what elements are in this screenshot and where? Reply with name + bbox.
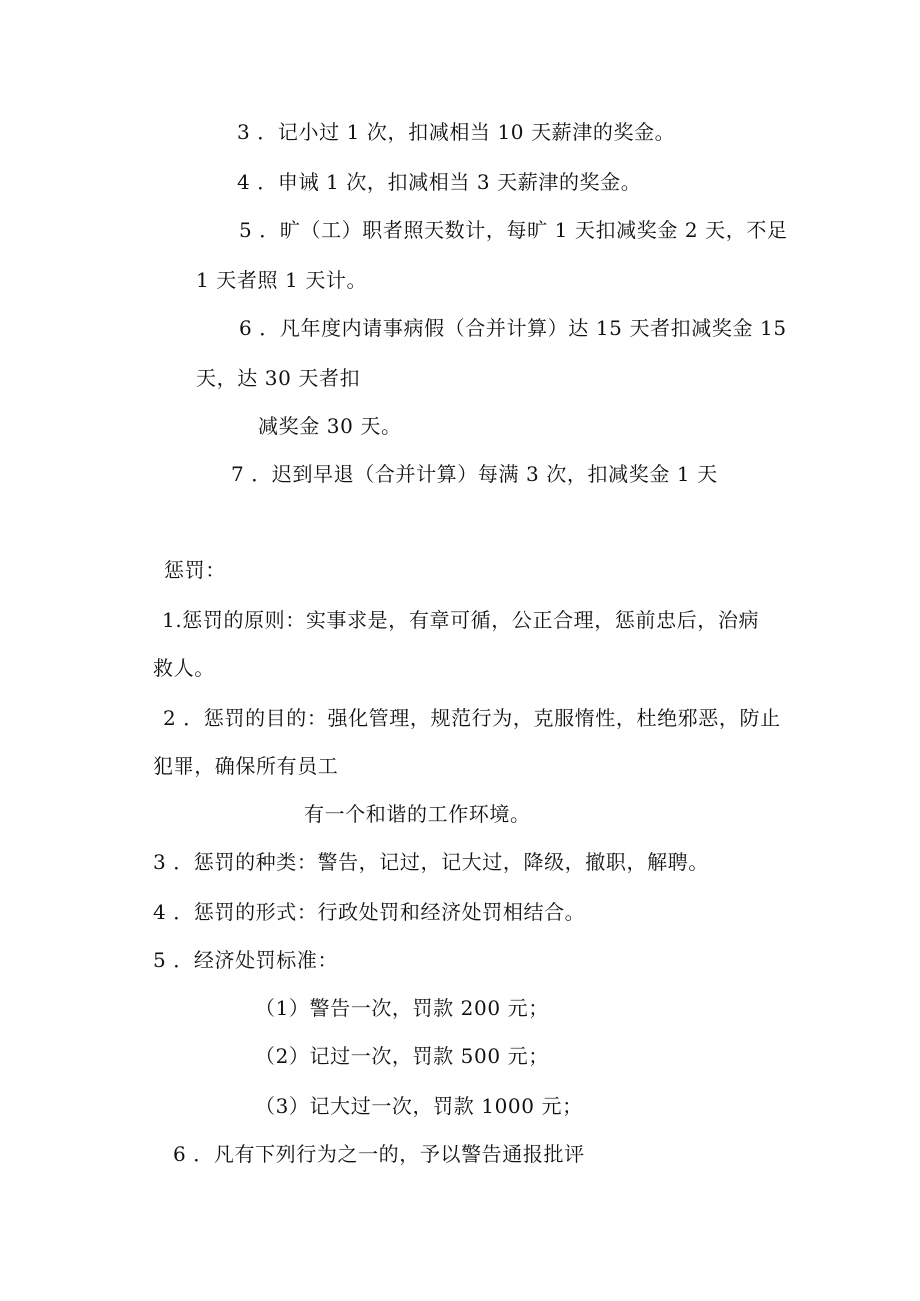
penalty-types: 3 ．惩罚的种类：警告，记过，记大过，降级，撤职，解聘。 <box>153 850 709 874</box>
penalty-standard-2: （2）记过一次，罚款 500 元； <box>255 1044 549 1068</box>
bonus-item-6: 6 ．凡年度内请事病假（合并计算）达 15 天者扣减奖金 15 <box>239 316 787 340</box>
bonus-item-5: 5 ．旷（工）职者照天数计，每旷 1 天扣减奖金 2 天，不足 <box>239 218 788 242</box>
penalty-standard-3: （3）记大过一次，罚款 1000 元； <box>255 1094 583 1118</box>
bonus-item-3: 3 ．记小过 1 次，扣减相当 10 天薪津的奖金。 <box>237 120 676 144</box>
bonus-item-6-cont2: 减奖金 30 天。 <box>258 414 402 438</box>
penalty-forms: 4 ．惩罚的形式：行政处罚和经济处罚相结合。 <box>153 900 586 924</box>
penalty-purpose: 2 ．惩罚的目的：强化管理，规范行为，克服惰性，杜绝邪恶，防止 <box>163 706 781 730</box>
penalty-standard-1: （1）警告一次，罚款 200 元； <box>255 996 549 1020</box>
bonus-item-7: 7 ．迟到早退（合并计算）每满 3 次，扣减奖金 1 天 <box>231 462 718 486</box>
bonus-item-5-cont: 1 天者照 1 天计。 <box>196 268 368 292</box>
penalty-purpose-cont: 犯罪，确保所有员工 <box>153 754 339 778</box>
penalty-principle: 1.惩罚的原则：实事求是，有章可循，公正合理，惩前忠后，治病 <box>162 608 760 632</box>
penalty-economic-standard: 5 ．经济处罚标准： <box>153 948 339 972</box>
penalty-purpose-cont2: 有一个和谐的工作环境。 <box>304 802 531 826</box>
bonus-item-6-cont: 天，达 30 天者扣 <box>196 366 361 390</box>
penalty-principle-cont: 救人。 <box>153 656 215 680</box>
penalty-warning-item-6: 6 ．凡有下列行为之一的，予以警告通报批评 <box>173 1142 585 1166</box>
bonus-item-4: 4 ．申诫 1 次，扣减相当 3 天薪津的奖金。 <box>237 170 642 194</box>
penalty-heading: 惩罚： <box>164 558 226 582</box>
